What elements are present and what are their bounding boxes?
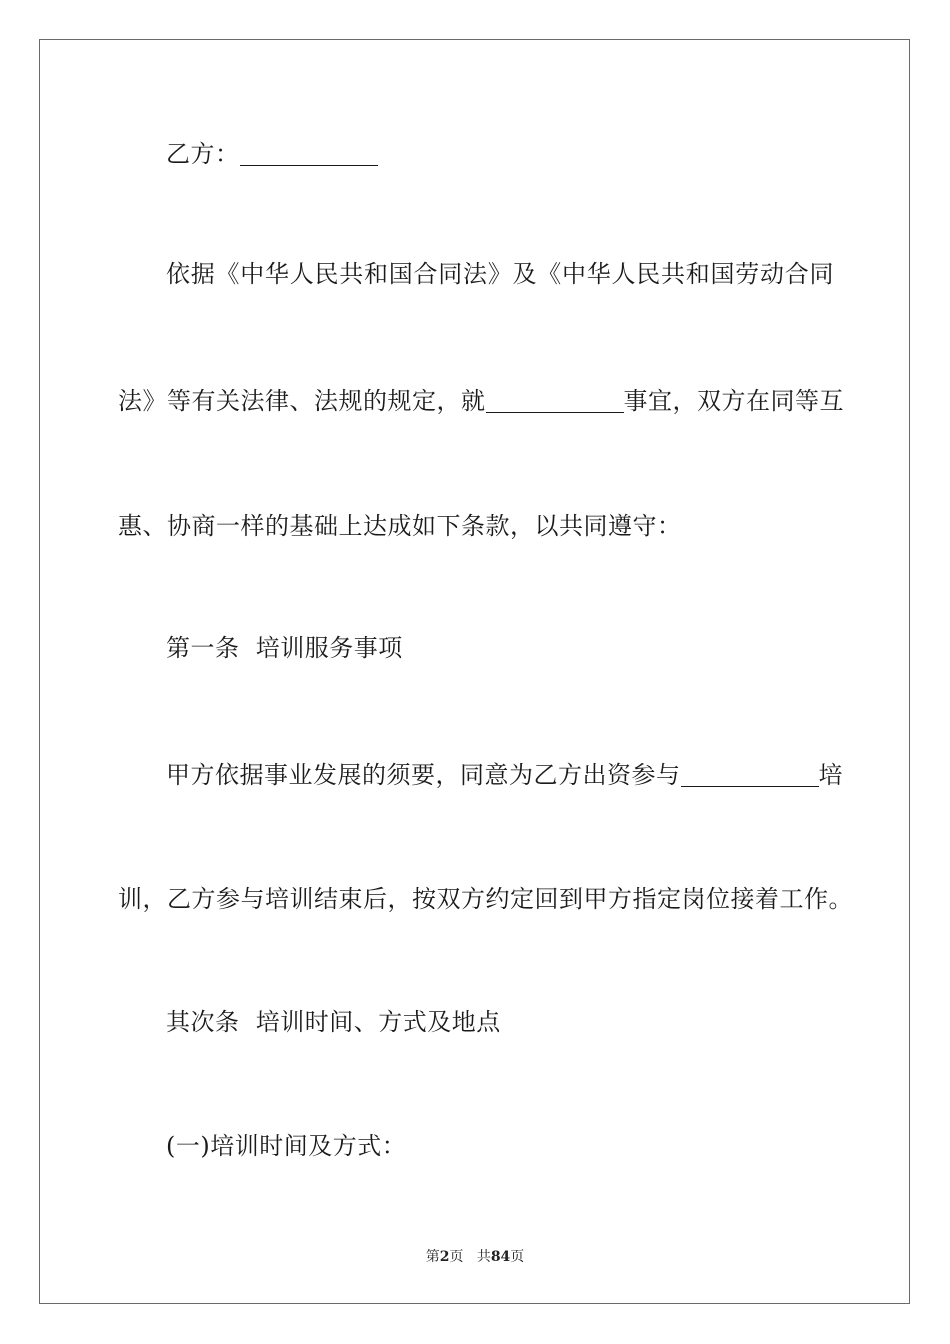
page-footer — [0, 1248, 950, 1266]
party-b-blank[interactable] — [240, 141, 378, 166]
page-number: 2 — [439, 1249, 450, 1265]
text-segment: 甲方依据事业发展的须要，同意为乙方出资参与 — [166, 761, 681, 789]
paragraph-line: 训，乙方参与培训结束后，按双方约定回到甲方指定岗位接着工作。 — [118, 885, 853, 913]
footer-text: 共 — [476, 1249, 491, 1265]
total-pages: 84 — [490, 1249, 511, 1265]
paragraph-line: 依据《中华人民共和国合同法》及《中华人民共和国劳动合同 — [166, 260, 834, 288]
footer-text: 第 — [425, 1249, 440, 1265]
paragraph-line — [118, 386, 844, 416]
training-blank[interactable] — [681, 762, 819, 787]
paragraph-line: 惠、协商一样的基础上达成如下条款，以共同遵守： — [118, 512, 682, 540]
footer-text: 页 — [510, 1249, 525, 1265]
matter-blank[interactable] — [486, 388, 624, 413]
page-border — [39, 39, 910, 1304]
footer-text: 页 — [449, 1249, 464, 1265]
party-b-label: 乙方： — [166, 140, 240, 168]
sub-heading: (一)培训时间及方式： — [166, 1132, 407, 1160]
text-segment: 法》等有关法律、法规的规定，就 — [118, 387, 486, 415]
article-heading: 其次条 培训时间、方式及地点 — [166, 1008, 501, 1036]
article-heading: 第一条 培训服务事项 — [166, 634, 403, 662]
text-segment: 事宜，双方在同等互 — [623, 387, 844, 415]
party-b-line — [166, 139, 834, 169]
paragraph-line — [166, 760, 843, 790]
text-segment: 培 — [818, 761, 843, 789]
